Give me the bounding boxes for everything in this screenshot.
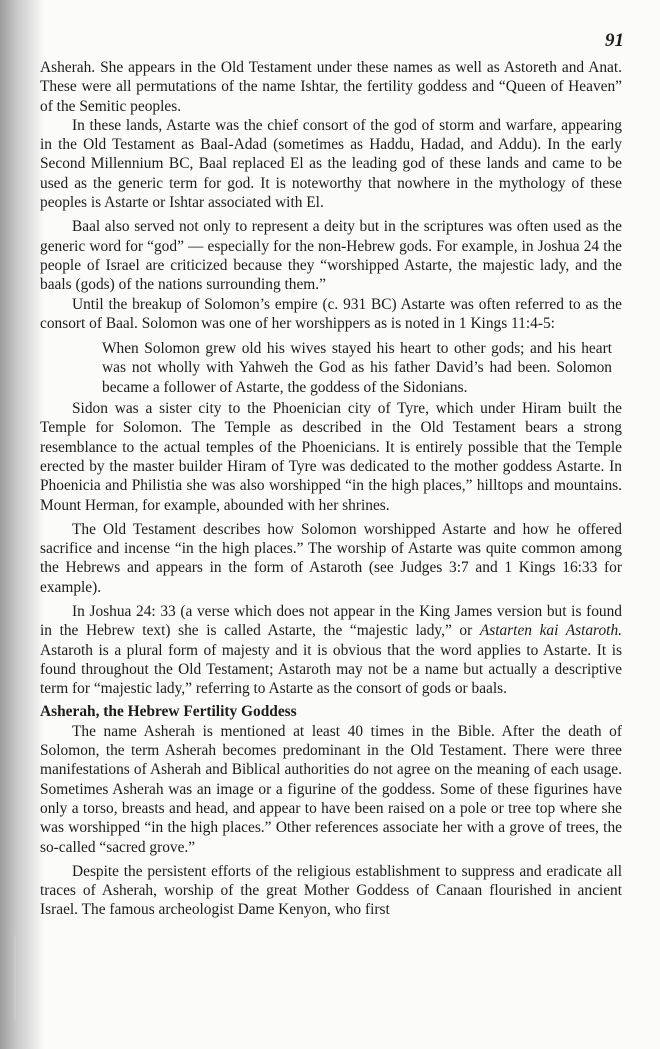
- paragraph-9: Despite the persistent efforts of the religious establishment to suppress and eradicate all traces of Asherah, worship of the great Mother Goddess of Canaan flourished in ancient Israel. The famous archeologist Dame Kenyon, who first: [40, 862, 622, 919]
- paragraph-5: Sidon was a sister city to the Phoenician city of Tyre, which under Hiram built the Temple for Solomon. The Temple as described in the Old Testament bears a strong resemblance to the actual temples of the Phoenicians. It is entirely possible that the Temple erected by the master builder Hiram of Tyre was dedicated to the mother goddess Astarte. In Phoenicia and Philistia she was also worshipped “in the high places,” hilltops and mountains. Mount Herman, for example, abounded with her shrines.: [40, 400, 622, 514]
- page-number: 91: [605, 30, 624, 51]
- scan-edge-mark: [14, 935, 16, 1020]
- paragraph-6: The Old Testament describes how Solomon worshipped Astarte and how he offered sacrifice and incense “in the high places.” The worship of Astarte was quite common among the Hebrews and appears in the form of Astaroth (see Judges 3:7 and 1 Kings 16:33 for example).: [40, 520, 622, 596]
- paragraph-7: [40, 602, 622, 698]
- page-body: [40, 58, 622, 920]
- paragraph-2: In these lands, Astarte was the chief consort of the god of storm and warfare, appearing in the Old Testament as Baal-Adad (sometimes as Haddu, Hadad, and Addu). In the early Second Millennium BC, Baal replaced El as the leading god of these lands and came to be used as the generic term for god. It is noteworthy that nowhere in the mythology of these peoples is Astarte or Ishtar associated with El.: [40, 116, 622, 212]
- paragraph-7-text-b: Astaroth is a plural form of majesty and it is obvious that the word applies to Astarte. It is found throughout the Old Testament; Astaroth may not be a name but actually a descriptive term for “majestic lady,” referring to Astarte as the consort of gods or baals.: [40, 641, 622, 698]
- paragraph-3: Baal also served not only to represent a deity but in the scriptures was often used as the generic word for “god” — especially for the non-Hebrew gods. For example, in Joshua 24 the people of Israel are criticized because they “worshipped Astarte, the majestic lady, and the baals (gods) of the nations surrounding them.”: [40, 218, 622, 294]
- paragraph-7-italic: Astarten kai Astaroth.: [479, 622, 622, 640]
- paragraph-8: The name Asherah is mentioned at least 40 times in the Bible. After the death of Solomon, the term Asherah becomes predominant in the Old Testament. There were three manifestations of Asherah and Biblical authorities do not agree on the meaning of each usage. Sometimes Asherah was an image or a figurine of the goddess. Some of these figurines have only a torso, breasts and head, and appear to have been raised on a pole or tree top where she was worshipped “in the high places.” Other references associate her with a grove of trees, the so-called “sacred grove.”: [40, 722, 622, 856]
- block-quote: When Solomon grew old his wives stayed his heart to other gods; and his heart was not wholly with Yahweh the God as his father David’s had been. Solomon became a follower of Astarte, the goddess of the Sidonians.: [102, 340, 612, 396]
- section-heading: Asherah, the Hebrew Fertility Goddess: [40, 702, 297, 720]
- paragraph-1: Asherah. She appears in the Old Testament under these names as well as Astoreth and Anat. These were all permutations of the name Ishtar, the fertility goddess and “Queen of Heaven” of the Semitic peoples.: [40, 59, 622, 115]
- paragraph-4: Until the breakup of Solomon’s empire (c. 931 BC) Astarte was often referred to as the consort of Baal. Solomon was one of her worshippers as is noted in 1 Kings 11:4-5:: [40, 295, 622, 332]
- paragraph-7-text-a: In Joshua 24: 33 (a verse which does not appear in the King James version but is found in the Hebrew text) she is called Astarte, the “majestic lady,” or: [40, 603, 622, 640]
- binding-gutter-shadow: [0, 0, 44, 1049]
